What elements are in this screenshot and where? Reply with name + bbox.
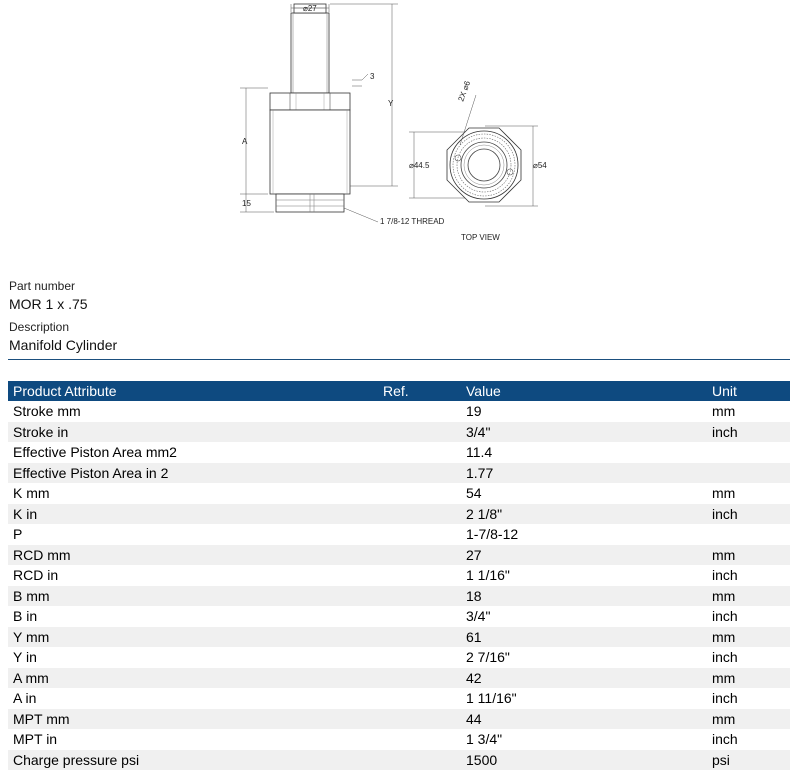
- table-row: [8, 422, 790, 443]
- table-row: [8, 504, 790, 525]
- cell-ref: [378, 606, 461, 627]
- cell-attribute: Stroke in: [8, 422, 378, 443]
- cell-ref: [378, 750, 461, 771]
- cell-value: 11.4: [466, 444, 493, 461]
- cell-ref: [378, 565, 461, 586]
- cell-ref: [378, 627, 461, 648]
- cell-attribute: MPT mm: [8, 709, 378, 730]
- table-row: [8, 750, 790, 771]
- cell-unit: mm: [712, 403, 736, 420]
- cell-unit: inch: [712, 649, 738, 666]
- cell-unit: inch: [712, 567, 738, 584]
- cell-unit: [707, 524, 790, 545]
- cell-ref: [378, 483, 461, 504]
- cell-attribute: B mm: [8, 586, 378, 607]
- cell-ref: [378, 422, 461, 443]
- cell-ref: [378, 647, 461, 668]
- holes-note: 2X ⌀6: [456, 79, 473, 103]
- table-row: [8, 688, 790, 709]
- cell-unit: inch: [707, 422, 790, 443]
- cell-value: 1 11/16": [466, 690, 517, 707]
- product-attributes-table: [8, 381, 790, 770]
- cell-value: 44: [461, 709, 707, 730]
- cell-unit: inch: [712, 690, 738, 707]
- cell-attribute: B in: [13, 608, 38, 625]
- cell-unit: inch: [712, 608, 738, 625]
- cell-unit: mm: [707, 586, 790, 607]
- cell-attribute: RCD in: [13, 567, 59, 584]
- table-row: [8, 442, 790, 463]
- outer-diameter-label: ⌀54: [533, 161, 547, 170]
- cell-attribute: A mm: [8, 668, 378, 689]
- cell-attribute: Effective Piston Area in 2: [8, 463, 378, 484]
- technical-drawing: [0, 0, 800, 250]
- cell-value: 1 3/4": [466, 731, 503, 748]
- thread-note: 1 7/8-12 THREAD: [380, 217, 445, 226]
- y-dimension-label: Y: [388, 99, 394, 108]
- table-row: [8, 524, 790, 545]
- table-row: [8, 401, 790, 422]
- cell-unit: mm: [707, 709, 790, 730]
- cell-attribute: RCD mm: [8, 545, 378, 566]
- cell-ref: [378, 504, 461, 525]
- cell-ref: [378, 524, 461, 545]
- cell-attribute: P: [13, 526, 23, 543]
- table-row: [8, 647, 790, 668]
- table-row: [8, 729, 790, 750]
- cell-value: 1.77: [461, 463, 707, 484]
- inner-diameter-label: ⌀44.5: [409, 161, 430, 170]
- cell-ref: [378, 442, 461, 463]
- table-body: [8, 401, 790, 770]
- table-row: [8, 709, 790, 730]
- cell-attribute: Effective Piston Area mm2: [13, 444, 177, 461]
- header-ref: Ref.: [378, 381, 461, 401]
- cell-value: 1-7/8-12: [466, 526, 519, 543]
- cell-unit: inch: [712, 731, 738, 748]
- cell-value: 42: [461, 668, 707, 689]
- table-row: [8, 483, 790, 504]
- a-dimension-label: A: [242, 137, 248, 146]
- table-row: [8, 668, 790, 689]
- cell-attribute: K mm: [13, 485, 50, 502]
- description-value: Manifold Cylinder: [9, 337, 118, 353]
- cell-value: 19: [466, 403, 482, 420]
- cell-ref: [378, 709, 461, 730]
- cell-attribute: Y in: [13, 649, 37, 666]
- cell-attribute: Y mm: [8, 627, 378, 648]
- header-product-attribute: Product Attribute: [8, 381, 378, 401]
- cell-unit: inch: [707, 504, 790, 525]
- description-label: Description: [9, 320, 70, 334]
- cell-ref: [378, 401, 461, 422]
- fifteen-dimension-label: 15: [242, 199, 251, 208]
- table-row: [8, 627, 790, 648]
- table-row: [8, 606, 790, 627]
- cell-value: 18: [461, 586, 707, 607]
- cell-attribute: Charge pressure psi: [8, 750, 378, 771]
- cell-attribute: Stroke mm: [13, 403, 81, 420]
- cell-ref: [378, 688, 461, 709]
- cell-value: 3/4": [461, 422, 707, 443]
- cell-unit: [707, 463, 790, 484]
- header-value: Value: [461, 381, 707, 401]
- cell-value: 3/4": [466, 608, 491, 625]
- cell-attribute: K in: [8, 504, 378, 525]
- cell-unit: mm: [707, 668, 790, 689]
- cell-value: 2 7/16": [466, 649, 510, 666]
- cell-unit: mm: [712, 485, 736, 502]
- rod-diameter-label: ⌀27: [303, 4, 317, 13]
- cell-unit: mm: [707, 627, 790, 648]
- cell-ref: [378, 586, 461, 607]
- part-number-value: MOR 1 x .75: [9, 296, 88, 312]
- cell-unit: [707, 442, 790, 463]
- cell-unit: mm: [707, 545, 790, 566]
- part-number-label: Part number: [9, 279, 76, 293]
- table-row: [8, 463, 790, 484]
- cell-ref: [378, 463, 461, 484]
- gap-dimension-label: 3: [370, 72, 375, 81]
- cell-attribute: MPT in: [13, 731, 58, 748]
- cell-unit: psi: [707, 750, 790, 771]
- cell-value: 54: [466, 485, 482, 502]
- table-row: [8, 586, 790, 607]
- cell-value: 1500: [461, 750, 707, 771]
- cell-ref: [378, 668, 461, 689]
- section-divider: [8, 359, 790, 360]
- cell-attribute: A in: [13, 690, 37, 707]
- cell-ref: [378, 545, 461, 566]
- cell-value: 61: [461, 627, 707, 648]
- table-row: [8, 545, 790, 566]
- cell-value: 2 1/8": [461, 504, 707, 525]
- header-unit: Unit: [707, 381, 790, 401]
- cell-ref: [378, 729, 461, 750]
- top-view-caption: TOP VIEW: [461, 233, 500, 242]
- cell-value: 27: [461, 545, 707, 566]
- cell-value: 1 1/16": [466, 567, 510, 584]
- table-header-row: [8, 381, 790, 401]
- table-row: [8, 565, 790, 586]
